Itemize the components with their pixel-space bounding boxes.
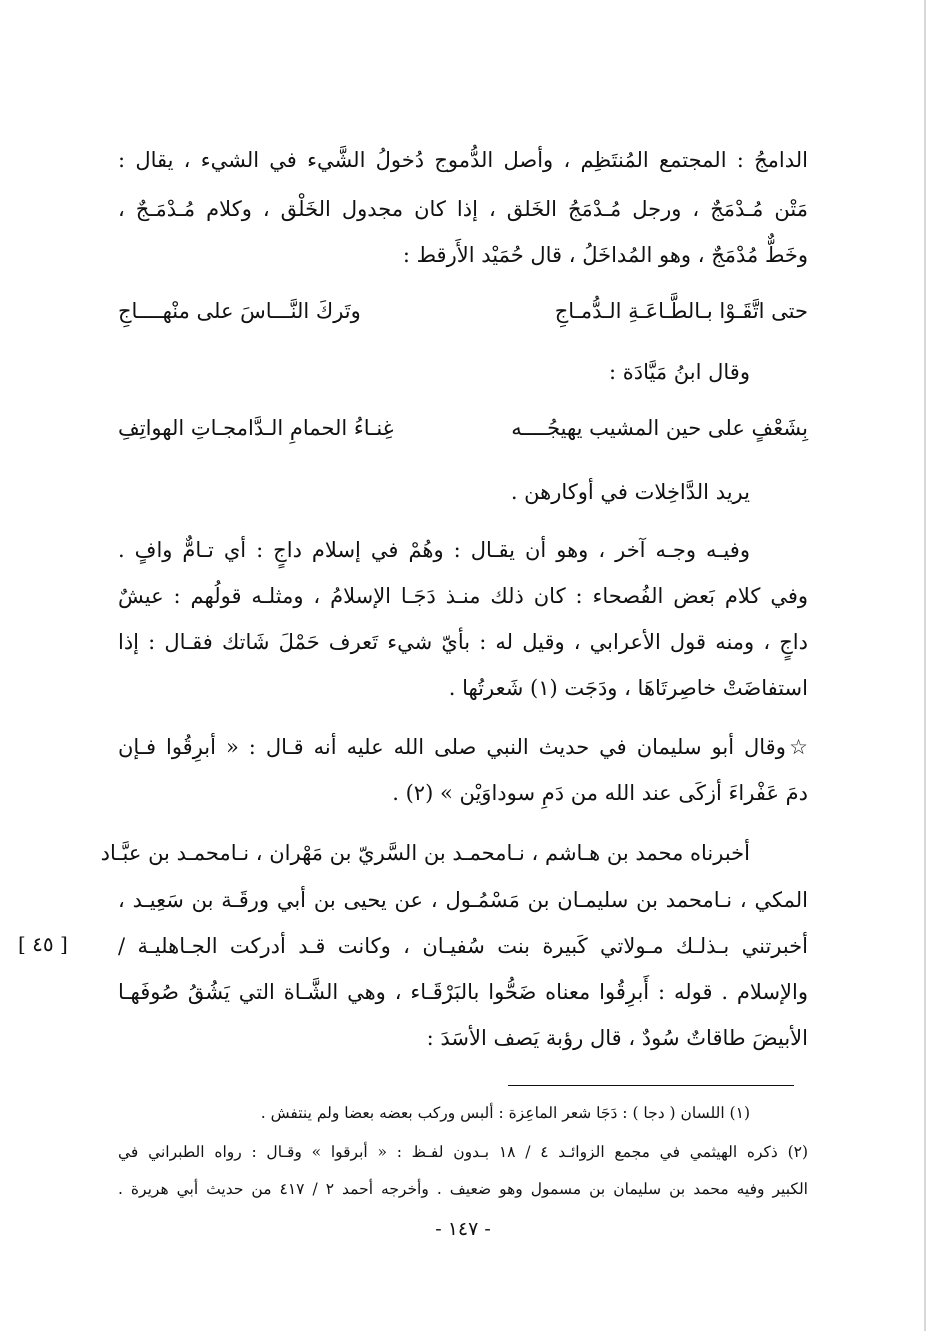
verse-1 xyxy=(118,293,808,329)
verse-2 xyxy=(118,410,808,446)
paragraph-1-line-2: مَتْن مُـدْمَجٌ ، ورجل مُـدْمَجُ الخَلق ، إذا كان مجدول الخَلْق ، وكلام مُـدْمَـجٌ ، xyxy=(118,197,808,221)
paragraph-4-line-2: المكي ، نـامحمد بن سليمـان بن مَسْمُـول ، عن يحيى بن أبي ورقَـة بن سَعِيـد ، xyxy=(118,888,808,912)
verse-2-second-hemistich: غِنـاءُ الحمامِ الـدَّامجـاتِ الهواتِفِ xyxy=(118,416,394,440)
paragraph-2-line-3: داجٍ ، ومنه قول الأعرابي ، وقيل له : بأيّ شيء تَعرف حَمْلَ شَاتك فقـال : إذا xyxy=(118,630,808,654)
margin-folio-note: [ ٤٥ ] xyxy=(18,932,68,956)
verse-1-first-hemistich: حتى اتَّقَـوْا بـالطَّـاعَـةِ الـدُّمـاجِ xyxy=(554,299,808,323)
paragraph-3-line-1: ☆وقال أبو سليمان في حديث النبي صلى الله عليه أنه قـال : « أبرِقُوا فـإن xyxy=(118,735,808,759)
paragraph-2-line-4: استفاضَتْ خاصِرتَاهَا ، ودَجَت (١) شَعرتُها . xyxy=(448,676,808,700)
verse-2-gloss: يريد الدَّاخِلات في أوكارهن . xyxy=(510,480,750,504)
paragraph-4-line-3: أخبرتني بـذلـك مـولاتي كَبيرة بنت سُفيـان ، وكانت قـد أدركت الجـاهليـة / xyxy=(118,934,808,958)
footnote-1: (١) اللسان ( دجا ) : دَجَا شعر الماعِزة : ألبس وركب بعضه بعضا ولم ينتفش . xyxy=(260,1104,750,1122)
paragraph-3-line-2: دمَ عَفْراءَ أزكَى عند الله من دَمِ سوداوَيْن » (٢) . xyxy=(392,781,808,805)
paragraph-2-line-1: وفيـه وجـه آخر ، وهو أن يقـال : وهُمْ في إسلام داجٍ : أي تـامٌّ وافٍ . xyxy=(118,538,750,562)
paragraph-4-line-1: أخبرناه محمد بن هـاشم ، نـامحمـد بن السَّريّ بن مَهْران ، نـامحمـد بن عبَّـاد xyxy=(100,841,750,865)
footnote-2-line-2: الكبير وفيه محمد بن سليمان بن مسمول وهو ضعيف . وأخرجه أحمد ٢ / ٤١٧ من حديث أبي هريرة . xyxy=(118,1180,808,1198)
paragraph-4-line-4: والإسلام . قوله : أَبرِقُوا معناه ضَحُّوا بالبَرْقَـاء ، وهي الشَّـاة التي يَشُقُ صُوفَهـا xyxy=(118,980,808,1004)
page-number: - ١٤٧ - xyxy=(435,1218,491,1240)
paragraph-4-line-5: الأبيضَ طاقاتٌ سُودٌ ، قال رؤبة يَصف الأسَدَ : xyxy=(426,1026,808,1050)
footnote-separator xyxy=(508,1085,794,1086)
verse-2-intro: وقال ابنُ مَيَّادَة : xyxy=(609,360,750,384)
paragraph-1-line-3: وخَطٌّ مُدْمَجٌ ، وهو المُداخَلُ ، قال حُمَيْد الأَرقط : xyxy=(402,243,808,267)
footnote-2-line-1: (٢) ذكره الهيثمي في مجمع الزوائـد ٤ / ١٨ بـدون لفـظ : « أبرقوا » وقـال : رواه الطبراني في xyxy=(118,1143,809,1161)
verse-1-second-hemistich: وتَركَ النَّـــاسَ على منْهــــاجِ xyxy=(118,299,361,323)
verse-2-first-hemistich: بِشَعْفٍ على حين المشيب يهيجُــــه xyxy=(511,416,808,440)
paragraph-1-line-1: الدامجُ : المجتمع المُنتَظِم ، وأصل الدُّموج دُخولُ الشَّيء في الشيء ، يقال : xyxy=(118,148,808,172)
paragraph-2-line-2: وفي كلام بَعض الفُصحاء : كان ذلك منـذ دَجَـا الإسلامُ ، ومثلـه قولُهم : عيشٌ xyxy=(118,584,808,608)
